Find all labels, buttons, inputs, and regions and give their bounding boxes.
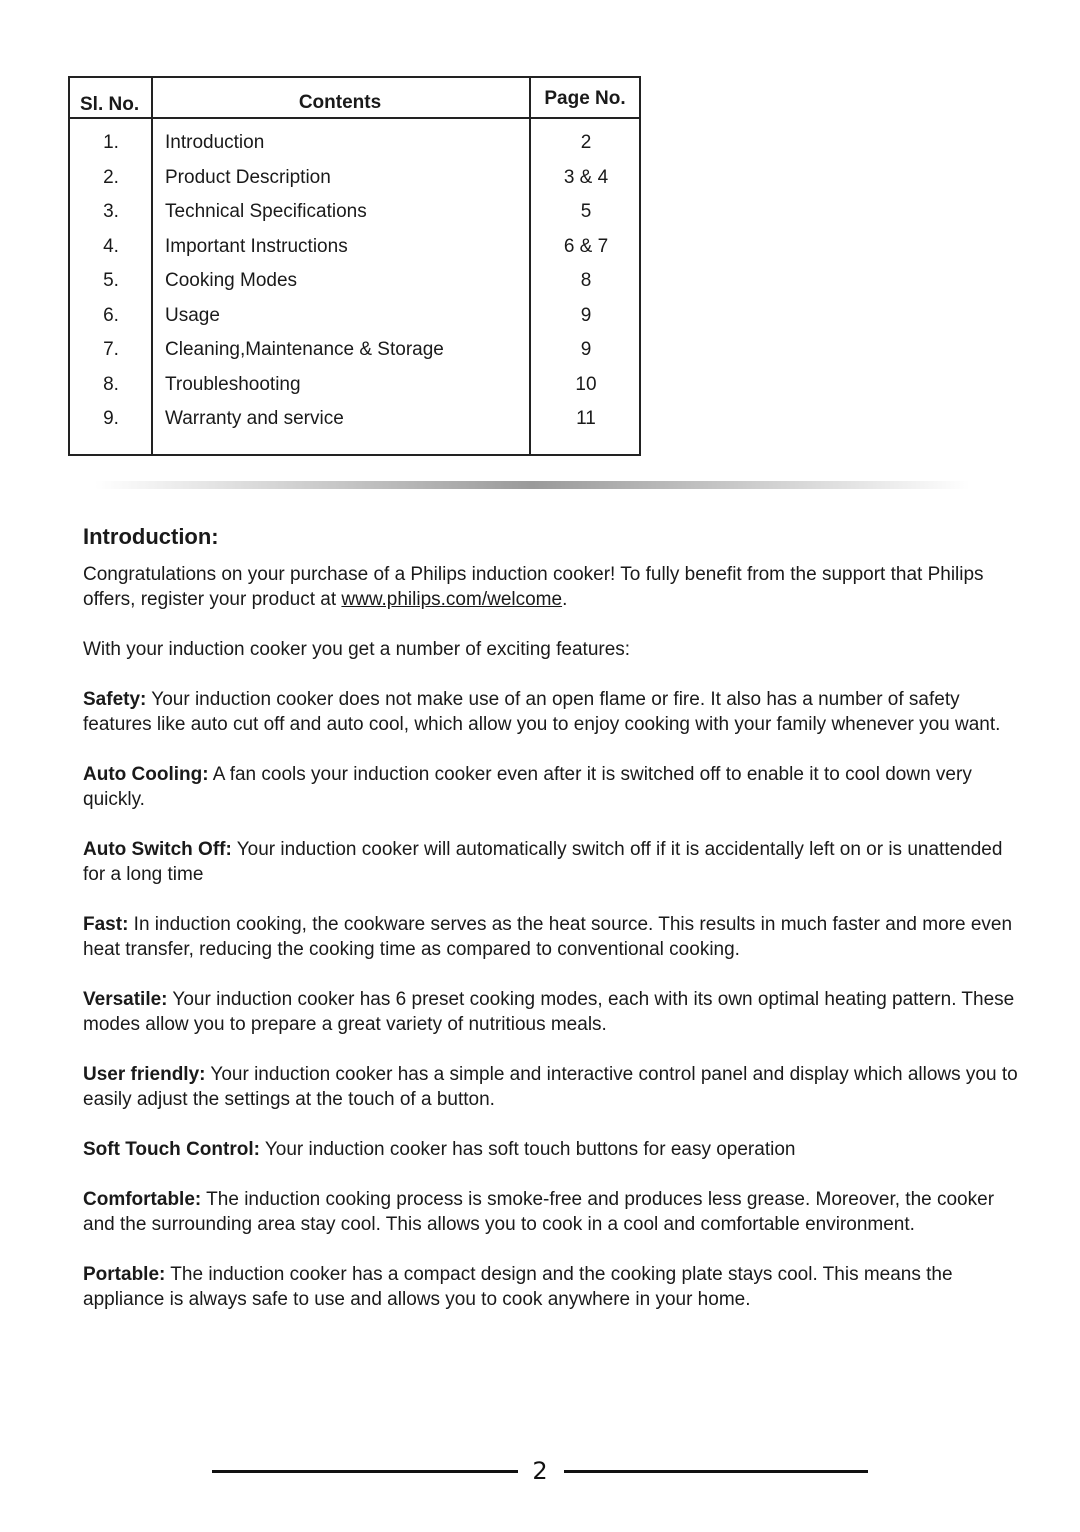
row-number: 5. [103,270,119,291]
toc-row [70,270,639,304]
footer-rule-left [212,1470,518,1473]
row-number: 3. [103,201,119,222]
row-number: 6. [103,305,119,326]
row-title: Troubleshooting [165,374,301,395]
feature-portable [83,1262,1018,1312]
row-title: Technical Specifications [165,201,367,222]
toc-row [70,132,639,166]
feature-versatile [83,987,1018,1037]
row-title: Cooking Modes [165,270,298,291]
row-number: 7. [103,339,119,360]
toc-row [70,305,639,339]
row-page: 5 [580,201,592,222]
features-lead: With your induction cooker you get a number of exciting features: [83,639,631,660]
toc-row [70,201,639,235]
row-title: Product Description [165,167,331,188]
row-number: 4. [103,236,119,257]
toc-row [70,167,639,201]
feature-text: Your induction cooker does not make use of an open flame or fire. It also has a number of safety features like auto cut off and auto cool, which allow you to enjoy cooking with your family whenever you want. [83,689,1001,735]
row-number: 2. [103,167,119,188]
feature-label: Portable: [83,1264,166,1285]
feature-text: Your induction cooker has 6 preset cooking modes, each with its own optimal heating pattern. These modes allow you to prepare a great variety of nutritious meals. [83,989,1015,1035]
toc-row [70,374,639,408]
feature-text: In induction cooking, the cookware serves as the heat source. This results in much faster and more even heat transfer, reducing the cooking time as compared to conventional cooking. [83,914,1013,960]
row-page: 9 [580,339,592,360]
introduction-section [83,524,1018,1337]
feature-label: Soft Touch Control: [83,1139,260,1160]
intro-paragraph [83,562,1018,612]
row-title: Important Instructions [165,236,348,257]
page-number: 2 [532,1457,548,1485]
feature-label: Comfortable: [83,1189,202,1210]
row-page: 11 [576,408,596,429]
feature-fast [83,912,1018,962]
feature-soft-touch [83,1137,1018,1162]
toc-row [70,408,639,442]
row-page: 2 [580,132,592,153]
feature-comfortable [83,1187,1018,1237]
row-title: Introduction [165,132,265,153]
feature-label: Auto Switch Off: [83,839,232,860]
section-divider [95,481,970,489]
feature-text: The induction cooking process is smoke-free and produces less grease. Moreover, the cooker and the surrounding area stay cool. This allows you to cook in a cool and comfortable environment. [83,1189,995,1235]
feature-text: Your induction cooker has a simple and interactive control panel and display which allows you to easily adjust the settings at the touch of a button. [83,1064,1018,1110]
row-number: 8. [103,374,119,395]
feature-text: Your induction cooker will automatically switch off if it is accidentally left on or is unattended for a long time [83,839,1003,885]
feature-auto-switch-off [83,837,1018,887]
feature-label: Safety: [83,689,147,710]
toc-row [70,339,639,373]
row-page: 10 [575,374,597,395]
feature-label: Fast: [83,914,129,935]
feature-text: A fan cools your induction cooker even after it is switched off to enable it to cool down very quickly. [83,764,972,810]
header-sl-no: Sl. No. [80,94,140,115]
feature-user-friendly [83,1062,1018,1112]
intro-text-end: . [562,589,568,610]
intro-text: Congratulations on your purchase of a Philips induction cooker! To fully benefit from the support that Philips offers, register your product at [83,564,984,610]
header-page-no: Page No. [544,88,626,109]
feature-safety [83,687,1018,737]
header-contents: Contents [298,92,382,113]
feature-label: Versatile: [83,989,168,1010]
footer-rule-right [564,1470,868,1473]
row-title: Usage [165,305,220,326]
row-page: 3 & 4 [563,167,609,188]
row-page: 6 & 7 [563,236,609,257]
section-heading: Introduction: [83,524,219,549]
row-title: Cleaning,Maintenance & Storage [165,339,444,360]
feature-label: Auto Cooling: [83,764,209,785]
row-number: 1. [103,132,119,153]
row-title: Warranty and service [165,408,344,429]
toc-row [70,236,639,270]
row-page: 9 [580,305,592,326]
row-number: 9. [103,408,119,429]
registration-link[interactable]: www.philips.com/welcome [341,589,563,610]
feature-text: Your induction cooker has soft touch buttons for easy operation [259,1139,796,1160]
feature-label: User friendly: [83,1064,206,1085]
feature-text: The induction cooker has a compact design and the cooking plate stays cool. This means the appliance is always safe to use and allows you to cook anywhere in your home. [83,1264,953,1310]
feature-auto-cooling [83,762,1018,812]
row-page: 8 [580,270,592,291]
table-of-contents [68,76,641,456]
header-divider [70,117,639,119]
